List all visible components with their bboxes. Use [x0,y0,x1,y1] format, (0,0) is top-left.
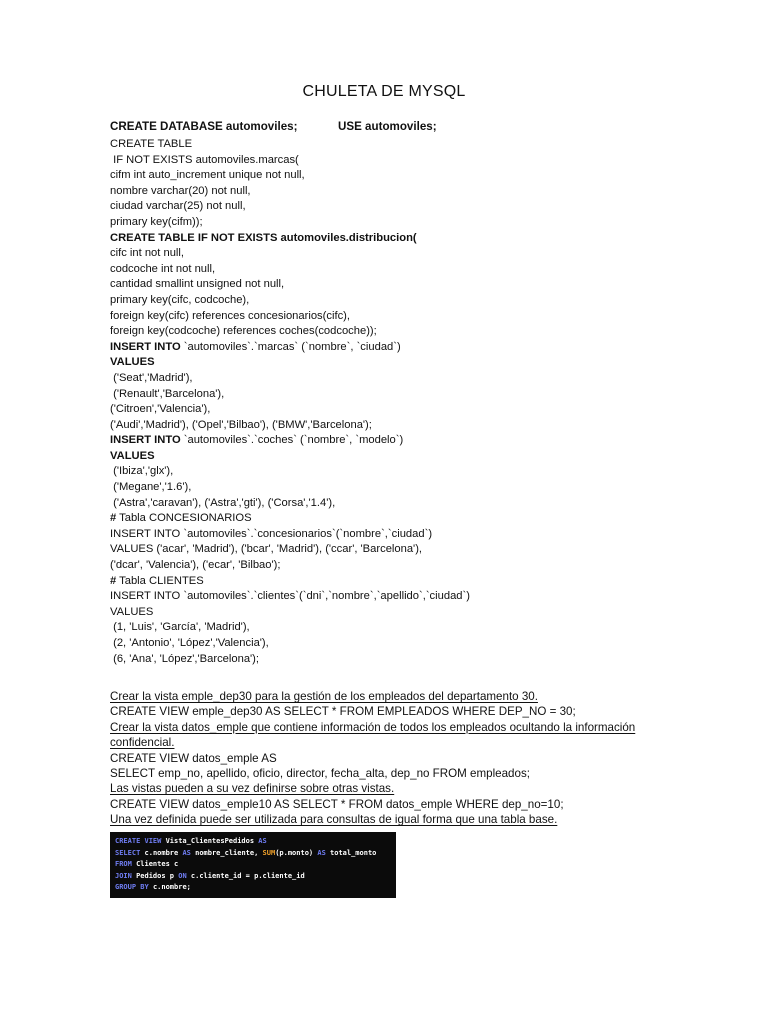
code-text: Clientes c [136,860,179,869]
sql-line: (2, 'Antonio', 'López','Valencia'), [110,637,269,649]
sql-line-keyword: INSERT INTO [110,434,181,447]
sql-line: VALUES [110,449,155,462]
sql-line: codcoche int not null, [110,262,216,275]
sql-line: ('dcar', 'Valencia'), ('ecar', 'Bilbao'); [110,559,281,572]
sql-line: foreign key(codcoche) references coches(codcoche)); [110,325,377,338]
sql-line: INSERT INTO `automoviles`.`coches` (`nombre`, `modelo`) [110,434,404,447]
note-heading: Las vistas pueden a su vez definirse sobre otras vistas. [110,782,395,796]
code-keyword: FROM [115,860,137,869]
sql-line-keyword: # [110,512,117,525]
code-function: SUM [262,848,276,857]
sql-line: ('Megane','1.6'), [110,481,192,494]
sql-line: ('Ibiza','glx'), [110,465,174,478]
sql-line: nombre varchar(20) not null, [110,184,251,197]
sql-line: VALUES [110,605,154,618]
create-database-statement: CREATE DATABASE automoviles; [110,120,298,133]
views-notes-block [110,689,640,828]
code-line [115,882,396,894]
sql-line: # Tabla CONCESIONARIOS [110,512,252,525]
note-sql-statement: CREATE VIEW datos_emple10 AS SELECT * FROM datos_emple WHERE dep_no=10; [110,797,564,811]
code-line [115,836,396,848]
note-heading: Crear la vista emple_dep30 para la gestión de los empleados del departamento 30. [110,690,538,703]
note-heading: Crear la vista datos_emple que contiene información de todos los empleados ocultando la información confidencial. [110,720,636,750]
code-line [115,848,396,860]
code-keyword: JOIN [115,871,137,880]
sql-line: (1, 'Luis', 'García', 'Madrid'), [110,621,250,634]
sql-line: ('Astra','caravan'), ('Astra','gti'), ('Corsa','1.4'), [110,496,336,509]
sql-line: ('Renault','Barcelona'), [110,387,225,400]
code-keyword: AS [182,848,196,857]
sql-line: foreign key(cifc) references concesionarios(cifc), [110,309,350,322]
note-sql-statement: CREATE VIEW emple_dep30 AS SELECT * FROM EMPLEADOS WHERE DEP_NO = 30; [110,705,576,719]
code-line [115,871,396,883]
code-keyword: CREATE VIEW [115,837,166,845]
sql-line: INSERT INTO `automoviles`.`concesionarios`(`nombre`,`ciudad`) [110,527,433,540]
sql-line: primary key(cifm)); [110,215,203,228]
use-database-statement: USE automoviles; [338,120,437,133]
code-keyword: AS [258,837,267,845]
sql-line: cifc int not null, [110,247,184,260]
sql-line: CREATE TABLE IF NOT EXISTS automoviles.distribucion( [110,231,417,244]
sql-line: ('Audi','Madrid'), ('Opel','Bilbao'), ('BMW','Barcelona'); [110,418,372,431]
sql-line: ('Citroen','Valencia'), [110,403,211,416]
code-text: Pedidos p [136,871,179,880]
code-text: c.nombre [144,848,183,857]
sql-code-block [110,137,650,667]
note-sql-statement: CREATE VIEW datos_emple AS [110,751,277,765]
code-keyword: ON [178,871,191,880]
code-text: nombre_cliente, [195,848,263,857]
sql-line: CREATE TABLE [110,138,193,150]
code-text: Vista_ClientesPedidos [165,837,259,845]
sql-line: # Tabla CLIENTES [110,574,204,587]
code-text: (p.monto) [275,848,318,857]
sql-line: VALUES [110,356,155,369]
code-line [115,859,396,871]
code-text: c.nombre; [152,883,191,892]
code-keyword: GROUP BY [115,883,153,892]
sql-line: INSERT INTO `automoviles`.`marcas` (`nombre`, `ciudad`) [110,340,401,353]
sql-line: VALUES ('acar', 'Madrid'), ('bcar', 'Madrid'), ('ccar', 'Barcelona'), [110,543,423,556]
document-title: CHULETA DE MYSQL [302,83,466,100]
note-sql-statement: SELECT emp_no, apellido, oficio, director, fecha_alta, dep_no FROM empleados; [110,767,530,781]
sql-line: cantidad smallint unsigned not null, [110,278,285,291]
sql-line: primary key(cifc, codcoche), [110,293,250,306]
sql-line-keyword: # [110,574,117,587]
note-heading: Una vez definida puede ser utilizada para consultas de igual forma que una tabla base. [110,813,558,827]
sql-line: INSERT INTO `automoviles`.`clientes`(`dni`,`nombre`,`apellido`,`ciudad`) [110,590,470,603]
sql-line-keyword: INSERT INTO [110,340,181,353]
code-keyword: SELECT [115,848,145,857]
sql-line: ciudad varchar(25) not null, [110,200,246,213]
sql-line: IF NOT EXISTS automoviles.marcas( [110,153,299,166]
code-keyword: AS [317,848,331,857]
code-text: total_monto [330,848,377,857]
sql-line: cifm int auto_increment unique not null, [110,169,305,182]
code-text: c.cliente_id = p.cliente_id [190,871,305,880]
sql-line: ('Seat','Madrid'), [110,371,193,384]
code-snippet-image [110,832,396,898]
sql-line: (6, 'Ana', 'López','Barcelona'); [110,652,260,665]
